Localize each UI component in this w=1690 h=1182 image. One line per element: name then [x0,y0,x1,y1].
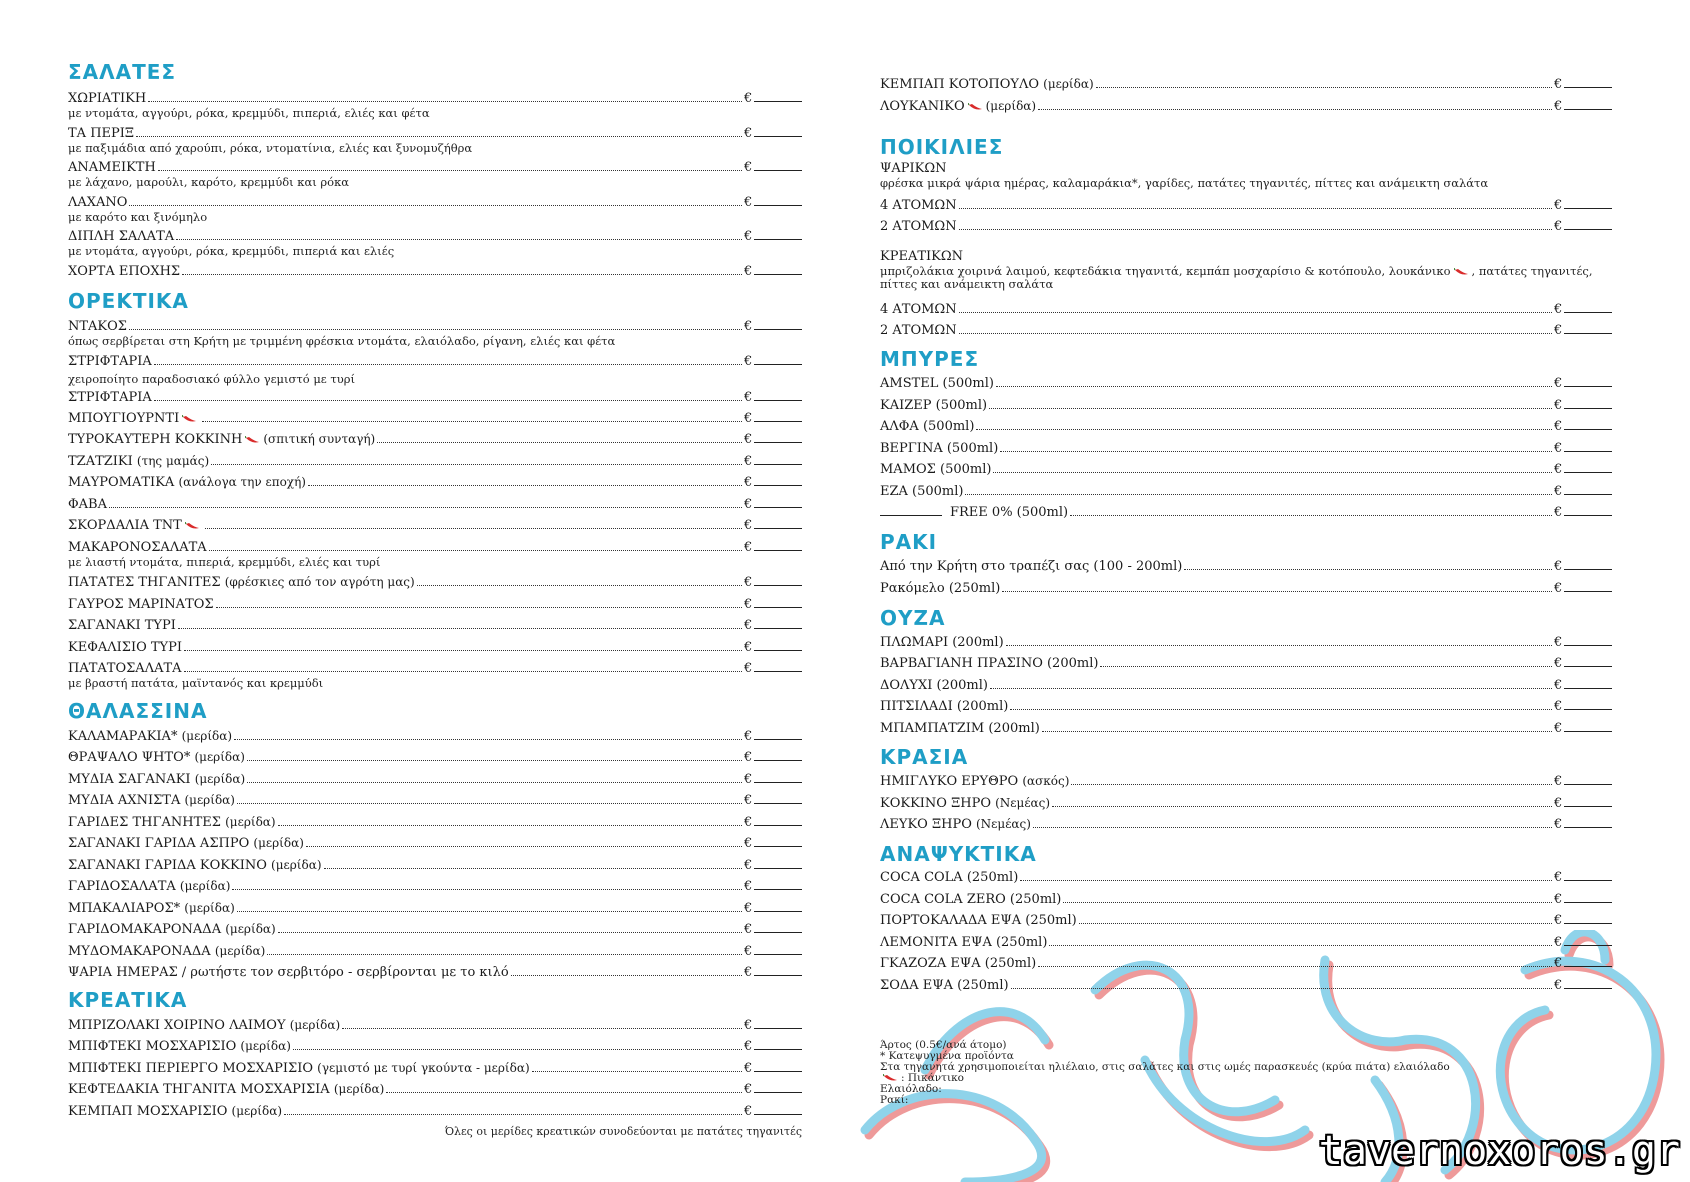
price-field[interactable]: € [744,89,802,107]
item-name: ΘΡΑΨΑΛΟ ΨΗΤΟ* [68,750,191,765]
item-name: ΓΑΡΙΔΟΜΑΚΑΡΟΝΑΔΑ [68,922,222,937]
item-name: ΣΑΓΑΝΑΚΙ ΓΑΡΙΔΑ ΑΣΠΡΟ [68,836,250,851]
item-name: ΚΕΜΠΑΠ ΚΟΤΟΠΟΥΛΟ [880,77,1040,92]
item-note: (μερίδα) [1043,77,1094,91]
item-description: με βραστή πατάτα, μαϊντανός και κρεμμύδι [68,676,324,690]
item-note: (μερίδα) [179,879,231,893]
menu-item [68,834,802,852]
item-note: (Νεμέας) [976,817,1031,831]
menu-item [68,227,802,258]
menu-item [68,495,802,513]
price-field[interactable]: € [744,409,802,427]
item-name: AMSTEL (500ml) [880,376,994,391]
item-description: όπως σερβίρεται στη Κρήτη με τριμμένη φρέσκια ντομάτα, ελαιόλαδο, ρίγανη, ελιές και φέτα [68,334,616,348]
section-title-ouza: ΟΥΖΑ [880,606,946,630]
price-field[interactable]: € [744,124,802,142]
item-note: (μερίδα) [225,922,276,936]
item-name: 2 ΑΤΟΜΩΝ [880,323,957,338]
item-name: ΜΥΔΟΜΑΚΑΡΟΝΑΔΑ [68,944,211,959]
item-name: Από την Κρήτη στο τραπέζι σας (100 - 200ml) [880,559,1183,574]
menu-item [68,317,802,348]
olive-oil-note: Ελαιόλαδο: [880,1083,942,1095]
price-field[interactable]: € [744,352,802,370]
item-note: (γεμιστό με τυρί γκούντα - μερίδα) [317,1061,530,1075]
menu-item [68,877,802,895]
item-note: (μερίδα) [231,1104,282,1118]
item-name: ΤΑ ΠΕΡΙΞ [68,126,135,141]
price-field[interactable]: € [1554,503,1612,521]
item-name: ΜΠΙΦΤΕΚΙ ΜΟΣΧΑΡΙΣΙΟ [68,1039,237,1054]
item-name: ΚΕΦΑΛΙΣΙΟ ΤΥΡΙ [68,640,183,655]
menu-item [880,697,1612,715]
price-field[interactable]: € [744,388,802,406]
section-title-kreatika: ΚΡΕΑΤΙΚΑ [68,988,188,1012]
price-field[interactable]: € [744,193,802,211]
menu-item [880,196,1612,214]
price-field[interactable]: € [1554,868,1612,886]
item-name: ΜΑΚΑΡΟΝΟΣΑΛΑΤΑ [68,540,207,555]
menu-item [68,124,802,155]
price-field[interactable]: € [1554,633,1612,651]
item-name: ΦΑΒΑ [68,497,107,512]
item-note: (ανάλογα την εποχή) [178,475,306,489]
menu-item [68,813,802,831]
price-field[interactable]: € [1554,482,1612,500]
chili-pepper-icon [245,436,260,444]
price-field[interactable]: € [1554,557,1612,575]
price-field[interactable]: € [1554,439,1612,457]
price-field[interactable]: € [1554,954,1612,972]
item-name: ΗΜΙΓΛΥΚΟ ΕΡΥΘΡΟ [880,774,1019,789]
item-note: (μερίδα) [333,1082,385,1096]
item-description: με ντομάτα, αγγούρι, ρόκα, κρεμμύδι, πιπεριά, ελιές και φέτα [68,106,430,120]
menu-item [880,217,1612,235]
item-name: ΚΕΜΠΑΠ ΜΟΣΧΑΡΙΣΙΟ [68,1104,228,1119]
price-field[interactable]: € [744,638,802,656]
menu-item [68,158,802,189]
menu-item [68,899,802,917]
spicy-legend: : Πικάντικο [880,1073,1450,1084]
item-note: (μερίδα) [985,99,1037,113]
item-name: ΔΟΛΥΧΙ (200ml) [880,678,988,693]
kreatika-footer-note: Όλες οι μερίδες κρεατικών συνοδεύονται με πατάτες τηγανιτές [444,1125,802,1138]
price-field[interactable]: € [1554,374,1612,392]
item-name: ΑΛΦΑ (500ml) [880,419,975,434]
item-name: Ρακόμελο (250ml) [880,581,1001,596]
chili-pepper-icon [968,103,983,111]
item-note: (φρέσκιες από τον αγρότη μας) [224,575,415,589]
price-field[interactable]: € [1554,396,1612,414]
menu-item [880,633,1612,651]
menu-item [68,193,802,224]
menu-item [68,452,802,470]
menu-item [880,321,1612,339]
item-description: με ντομάτα, αγγούρι, ρόκα, κρεμμύδι, πιπεριά και ελιές [68,244,395,258]
menu-item [880,557,1612,575]
menu-item [880,75,1612,93]
item-name: ΓΚΑΖΟΖΑ ΕΨΑ (250ml) [880,956,1037,971]
item-note: (μερίδα) [289,1018,341,1032]
price-field[interactable]: € [744,748,802,766]
frozen-note: * Κατεψυγμένα προϊόντα [880,1050,1014,1062]
platter-heading: ΚΡΕΑΤΙΚΩΝ [880,249,964,264]
menu-item [68,963,802,981]
menu-item [68,659,802,690]
item-name: COCA COLA (250ml) [880,870,1019,885]
price-field[interactable]: € [744,430,802,448]
menu-item [880,815,1612,833]
item-description: χειροποίητο παραδοσιακό φύλλο γεμιστό με τυρί [68,372,356,386]
item-name: ΠΛΩΜΑΡΙ (200ml) [880,635,1004,650]
item-name: ΛΕΥΚΟ ΞΗΡΟ [880,817,972,832]
section-title-salates: ΣΑΛΑΤΕΣ [68,60,177,84]
item-name: 4 ΑΤΟΜΩΝ [880,302,957,317]
menu-item [880,719,1612,737]
chili-pepper-icon [1454,268,1469,276]
item-name: ΣΤΡΙΦΤΑΡΙΑ [68,354,152,369]
price-field[interactable]: € [744,813,802,831]
price-field[interactable]: € [744,317,802,335]
menu-item [68,638,802,656]
item-note: (μερίδα) [194,772,246,786]
item-note: (ασκός) [1022,774,1070,788]
menu-item [68,1102,802,1120]
price-field[interactable]: € [744,791,802,809]
item-name: ΒΑΡΒΑΓΙΑΝΗ ΠΡΑΣΙΝΟ (200ml) [880,656,1099,671]
item-description: με λάχανο, μαρούλι, καρότο, κρεμμύδι και ρόκα [68,175,350,189]
price-field[interactable]: € [744,659,802,677]
item-name: ΜΥΔΙΑ ΣΑΓΑΝΑΚΙ [68,772,191,787]
price-field[interactable]: € [744,920,802,938]
price-field[interactable]: € [1554,719,1612,737]
item-name: ΠΟΡΤΟΚΑΛΑΔΑ ΕΨΑ (250ml) [880,913,1077,928]
item-name: ΓΑΥΡΟΣ ΜΑΡΙΝΑΤΟΣ [68,597,214,612]
menu-item [880,868,1612,886]
price-field[interactable]: € [744,262,802,280]
price-field[interactable]: € [744,727,802,745]
item-name: ΓΑΡΙΔΕΣ ΤΗΓΑΝΗΤΕΣ [68,815,221,830]
menu-notes [880,1040,1450,1106]
item-name: ΓΑΡΙΔΟΣΑΛΑΤΑ [68,879,176,894]
price-field[interactable]: € [744,538,802,556]
item-name: ΣΤΡΙΦΤΑΡΙΑ [68,390,152,405]
chili-pepper-icon [883,1074,898,1082]
price-field[interactable]: € [744,227,802,245]
item-name: ΠΑΤΑΤΟΣΑΛΑΤΑ [68,661,182,676]
price-field[interactable]: € [1554,772,1612,790]
menu-item [68,473,802,491]
item-name: ΧΟΡΤΑ ΕΠΟΧΗΣ [68,264,181,279]
item-name: ΜΠΙΦΤΕΚΙ ΠΕΡΙΕΡΓΟ ΜΟΣΧΑΡΙΣΙΟ [68,1061,314,1076]
menu-item [68,573,802,591]
price-field[interactable]: € [744,1016,802,1034]
item-note: (μερίδα) [253,836,304,850]
item-name: ΨΑΡΙΑ ΗΜΕΡΑΣ / ρωτήστε τον σερβιτόρο - σερβίρονται με το κιλό [68,965,509,980]
price-field[interactable]: € [744,495,802,513]
item-name: ΜΠΡΙΖΟΛΑΚΙ ΧΟΙΡΙΝΟ ΛΑΙΜΟΥ [68,1018,286,1033]
menu-item [880,439,1612,457]
price-field[interactable]: € [744,834,802,852]
price-field[interactable]: € [1554,697,1612,715]
price-field[interactable]: € [1554,794,1612,812]
price-field[interactable]: € [744,158,802,176]
price-field[interactable]: € [744,770,802,788]
menu-item [880,890,1612,908]
menu-item [880,911,1612,929]
item-name: ΑΝΑΜΕΙΚΤΗ [68,160,156,175]
menu-item [68,1037,802,1055]
bread-note: Άρτος (0.5€/ανά άτομο) [880,1039,1007,1051]
platter-kreatikon: ΚΡΕΑΤΙΚΩΝ μπριζολάκια χοιρινά λαιμού, κεφτεδάκια τηγανιτά, κεμπάπ μοσχαρίσιο & κοτόπουλο, λουκάνικο , πατάτες τηγανιτές, πίττες και ανάμεικτη σαλάτα [880,249,1612,291]
item-name: ΣΑΓΑΝΑΚΙ ΓΑΡΙΔΑ ΚΟΚΚΙΝΟ [68,858,267,873]
menu-item [880,579,1612,597]
menu-item [68,1016,802,1034]
item-note: (σπιτική συνταγή) [263,432,376,446]
item-name: ΜΥΔΙΑ ΑΧΝΙΣΤΑ [68,793,181,808]
menu-item [880,374,1612,392]
item-name: ΔΙΠΛΗ ΣΑΛΑΤΑ [68,229,175,244]
price-field[interactable]: € [1554,217,1612,235]
menu-item [68,409,802,427]
item-name: ΜΠΑΜΠΑΤΖΙΜ (200ml) [880,721,1040,736]
price-field[interactable]: € [1554,654,1612,672]
item-name: ΧΩΡΙΑΤΙΚΗ [68,91,147,106]
item-note: (μερίδα) [184,901,235,915]
item-name: ΒΕΡΓΙΝΑ (500ml) [880,441,999,456]
menu-item [880,976,1612,994]
item-name: ΛΑΧΑΝΟ [68,195,128,210]
item-name: ΚΟΚΚΙΝΟ ΞΗΡΟ [880,796,991,811]
item-name: ΜΑΜΟΣ (500ml) [880,462,992,477]
item-name: ΛΕΜΟΝΙΤΑ ΕΨΑ (250ml) [880,935,1048,950]
section-title-thalassina: ΘΑΛΑΣΣΙΝΑ [68,699,208,723]
item-name: ΚΑΛΑΜΑΡΑΚΙΑ* [68,729,178,744]
menu-item [68,262,802,280]
item-name: ΚΑΙΖΕΡ (500ml) [880,398,988,413]
item-name: ΠΙΤΣΙΛΑΔΙ (200ml) [880,699,1009,714]
item-note: (μερίδα) [214,944,266,958]
menu-item [68,516,802,534]
menu-item [880,417,1612,435]
item-note: (μερίδα) [194,750,245,764]
menu-item [68,1059,802,1077]
item-name: 4 ΑΤΟΜΩΝ [880,198,957,213]
platter-heading: ΨΑΡΙΚΩΝ [880,161,947,176]
price-field[interactable]: € [744,1037,802,1055]
raki-note: Ρακί: [880,1094,909,1106]
menu-item [880,954,1612,972]
oil-note: Στα τηγανητά χρησιμοποιείται ηλιέλαιο, στις σαλάτες και στις ωμές παρασκευές (κρύα πιάτα) ελαιόλαδο [880,1061,1450,1073]
price-field[interactable]: € [744,856,802,874]
menu-item [880,396,1612,414]
menu-item [68,856,802,874]
platter-description-2: πίττες και ανάμεικτη σαλάτα [880,277,1054,291]
menu-item [68,89,802,120]
item-name: 2 ΑΤΟΜΩΝ [880,219,957,234]
price-field[interactable]: € [744,452,802,470]
item-description: με καρότο και ξινόμηλο [68,210,208,224]
price-field[interactable]: € [744,616,802,634]
chili-pepper-icon [185,522,200,530]
chili-pepper-icon [182,415,197,423]
menu-item [880,676,1612,694]
item-note: (μερίδα) [184,793,235,807]
item-note: (μερίδα) [271,858,322,872]
item-name: ΣΑΓΑΝΑΚΙ ΤΥΡΙ [68,618,176,633]
menu-item [68,616,802,634]
price-field[interactable]: € [744,877,802,895]
section-title-raki: ΡΑΚΙ [880,530,938,554]
site-watermark: tavernoxoros.gr [1318,1128,1680,1174]
section-title-krasia: ΚΡΑΣΙΑ [880,745,969,769]
price-field[interactable]: € [744,963,802,981]
item-name: ΤΥΡΟΚΑΥΤΕΡΗ ΚΟΚΚΙΝΗ [68,432,243,447]
menu-item [880,933,1612,951]
item-name: ΚΕΦΤΕΔΑΚΙΑ ΤΗΓΑΝΙΤΑ ΜΟΣΧΑΡΙΣΙΑ [68,1082,330,1097]
item-name: ΝΤΑΚΟΣ [68,319,127,334]
platter-psarikon [880,161,1612,190]
menu-item [68,352,802,386]
item-note: (μερίδα) [240,1039,291,1053]
price-field[interactable]: € [1554,933,1612,951]
price-field[interactable]: € [1554,815,1612,833]
item-description: με λιαστή ντομάτα, πιπεριά, κρεμμύδι, ελιές και τυρί [68,555,381,569]
price-field[interactable]: € [1554,976,1612,994]
menu-item [68,430,802,448]
menu-item [68,770,802,788]
menu-item [880,460,1612,478]
item-note: (της μαμάς) [136,454,210,468]
price-field[interactable]: € [744,1080,802,1098]
menu-item [880,482,1612,500]
menu-item [880,772,1612,790]
section-title-bires: ΜΠΥΡΕΣ [880,347,980,371]
item-name: ΜΠΑΚΑΛΙΑΡΟΣ* [68,901,181,916]
item-name: ΕΖΑ (500ml) [880,484,964,499]
menu-item [68,595,802,613]
menu-item [880,654,1612,672]
item-name: FREE 0% (500ml) [950,505,1069,520]
menu-item [68,942,802,960]
item-description: με παξιμάδια από χαρούπι, ρόκα, ντοματίνια, ελιές και ξυνομυζήθρα [68,141,473,155]
menu-item [68,791,802,809]
item-name: ΤΖΑΤΖΙΚΙ [68,454,133,469]
price-field[interactable]: € [744,1102,802,1120]
section-title-anapsyktika: ΑΝΑΨΥΚΤΙΚΑ [880,842,1037,866]
item-note: (Νεμέας) [995,796,1051,810]
menu-item [880,300,1612,318]
item-note: (μερίδα) [181,729,233,743]
platter-description: μπριζολάκια χοιρινά λαιμού, κεφτεδάκια τηγανιτά, κεμπάπ μοσχαρίσιο & κοτόπουλο, λουκάνικο [880,264,1451,278]
item-note: (μερίδα) [225,815,276,829]
price-field[interactable]: € [1554,676,1612,694]
menu-item [880,794,1612,812]
price-field[interactable]: € [1554,196,1612,214]
item-name: ΣΟΔΑ ΕΨΑ (250ml) [880,978,1009,993]
price-field[interactable]: € [744,473,802,491]
price-field[interactable]: € [744,573,802,591]
item-name: ΠΑΤΑΤΕΣ ΤΗΓΑΝΙΤΕΣ [68,575,221,590]
menu-item [68,538,802,569]
menu-item [68,727,802,745]
item-name: ΜΠΟΥΓΙΟΥΡΝΤΙ [68,411,180,426]
brand-blank-field[interactable] [880,503,942,516]
price-field[interactable]: € [1554,321,1612,339]
price-field[interactable]: € [744,516,802,534]
section-title-poikilies: ΠΟΙΚΙΛΙΕΣ [880,135,1004,159]
price-field[interactable]: € [1554,460,1612,478]
price-field[interactable]: € [744,899,802,917]
menu-item [68,748,802,766]
item-name: ΜΑΥΡΟΜΑΤΙΚΑ [68,475,175,490]
menu-item [68,920,802,938]
price-field[interactable]: € [1554,579,1612,597]
price-field[interactable]: € [1554,890,1612,908]
menu-item [880,503,1612,521]
menu-item [68,1080,802,1098]
price-field[interactable]: € [1554,911,1612,929]
menu-item [68,388,802,406]
section-title-orektika: ΟΡΕΚΤΙΚΑ [68,289,189,313]
item-name: COCA COLA ZERO (250ml) [880,892,1062,907]
price-field[interactable]: € [1554,417,1612,435]
item-name: ΣΚΟΡΔΑΛΙΑ ΤΝΤ [68,518,182,533]
price-field[interactable]: € [1554,97,1612,115]
price-field[interactable]: € [1554,75,1612,93]
menu-item [880,97,1612,115]
platter-description: φρέσκα μικρά ψάρια ημέρας, καλαμαράκια*, γαρίδες, πατάτες τηγανιτές, πίττες και ανάμεικτη σαλάτα [880,176,1489,190]
price-field[interactable]: € [744,1059,802,1077]
price-field[interactable]: € [1554,300,1612,318]
price-field[interactable]: € [744,942,802,960]
price-field[interactable]: € [744,595,802,613]
item-name: ΛΟΥΚΑΝΙΚΟ [880,99,965,114]
